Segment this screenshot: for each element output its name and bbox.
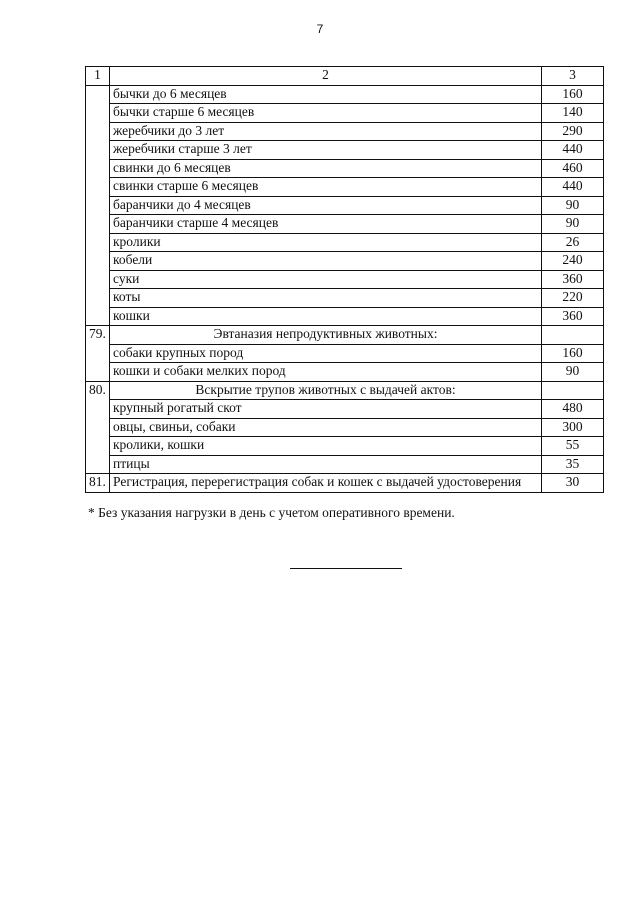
table-row <box>86 344 604 363</box>
row-service-name: кошки <box>110 307 542 326</box>
table-row <box>86 104 604 123</box>
row-number-cell <box>86 344 110 363</box>
table-row <box>86 215 604 234</box>
row-value-cell: 90 <box>542 215 604 234</box>
row-number-cell <box>86 196 110 215</box>
row-number-cell <box>86 159 110 178</box>
page-number: 7 <box>316 22 324 36</box>
row-value-cell: 480 <box>542 400 604 419</box>
row-service-name: баранчики до 4 месяцев <box>110 196 542 215</box>
row-number-cell <box>86 215 110 234</box>
table-row <box>86 363 604 382</box>
table-row <box>86 400 604 419</box>
row-number-cell: 79. <box>86 326 110 345</box>
row-service-name: Регистрация, перерегистрация собак и кошек с выдачей удостоверения <box>110 474 542 493</box>
table-row <box>86 289 604 308</box>
row-value-cell: 160 <box>542 85 604 104</box>
table-row <box>86 233 604 252</box>
table-row <box>86 474 604 493</box>
row-value-cell: 35 <box>542 455 604 474</box>
row-service-name: бычки старше 6 месяцев <box>110 104 542 123</box>
row-value-cell: 440 <box>542 178 604 197</box>
row-number-cell <box>86 400 110 419</box>
row-service-name: коты <box>110 289 542 308</box>
row-number-cell <box>86 289 110 308</box>
table-section-heading-row <box>86 326 604 345</box>
row-value-cell: 26 <box>542 233 604 252</box>
row-service-name: бычки до 6 месяцев <box>110 85 542 104</box>
row-number-cell <box>86 141 110 160</box>
table-header-row <box>86 67 604 86</box>
table-row <box>86 270 604 289</box>
row-number-cell <box>86 252 110 271</box>
row-value-cell: 460 <box>542 159 604 178</box>
row-value-cell <box>542 326 604 345</box>
row-service-name: кобели <box>110 252 542 271</box>
table-row <box>86 141 604 160</box>
row-value-cell: 290 <box>542 122 604 141</box>
row-value-cell: 140 <box>542 104 604 123</box>
row-number-cell <box>86 307 110 326</box>
row-service-name: баранчики старше 4 месяцев <box>110 215 542 234</box>
row-value-cell: 160 <box>542 344 604 363</box>
row-value-cell: 300 <box>542 418 604 437</box>
header-cell-service: 2 <box>110 67 542 86</box>
row-service-name: жеребчики старше 3 лет <box>110 141 542 160</box>
row-value-cell: 30 <box>542 474 604 493</box>
row-service-name: птицы <box>110 455 542 474</box>
row-number-cell <box>86 233 110 252</box>
table-row <box>86 178 604 197</box>
table-row <box>86 85 604 104</box>
row-service-name: суки <box>110 270 542 289</box>
row-service-name: свинки старше 6 месяцев <box>110 178 542 197</box>
row-value-cell: 440 <box>542 141 604 160</box>
row-value-cell: 240 <box>542 252 604 271</box>
table-row <box>86 418 604 437</box>
row-service-name: кролики <box>110 233 542 252</box>
row-service-name: кошки и собаки мелких пород <box>110 363 542 382</box>
row-number-cell <box>86 455 110 474</box>
header-cell-number: 1 <box>86 67 110 86</box>
table-row <box>86 122 604 141</box>
row-service-name: Эвтаназия непродуктивных животных: <box>110 326 542 345</box>
row-service-name: кролики, кошки <box>110 437 542 456</box>
table-row <box>86 159 604 178</box>
row-number-cell <box>86 85 110 104</box>
footnote: * Без указания нагрузки в день с учетом оперативного времени. <box>88 505 455 520</box>
row-value-cell: 360 <box>542 307 604 326</box>
row-number-cell <box>86 437 110 456</box>
row-number-cell: 80. <box>86 381 110 400</box>
row-service-name: жеребчики до 3 лет <box>110 122 542 141</box>
row-number-cell: 81. <box>86 474 110 493</box>
table-row <box>86 455 604 474</box>
table-section-heading-row <box>86 381 604 400</box>
row-number-cell <box>86 363 110 382</box>
row-value-cell: 220 <box>542 289 604 308</box>
table-row <box>86 252 604 271</box>
row-value-cell: 90 <box>542 196 604 215</box>
row-value-cell: 360 <box>542 270 604 289</box>
header-cell-value: 3 <box>542 67 604 86</box>
row-number-cell <box>86 418 110 437</box>
row-number-cell <box>86 104 110 123</box>
row-service-name: собаки крупных пород <box>110 344 542 363</box>
row-service-name: свинки до 6 месяцев <box>110 159 542 178</box>
row-service-name: крупный рогатый скот <box>110 400 542 419</box>
row-value-cell <box>542 381 604 400</box>
row-value-cell: 90 <box>542 363 604 382</box>
row-value-cell: 55 <box>542 437 604 456</box>
row-service-name: овцы, свиньи, собаки <box>110 418 542 437</box>
row-service-name: Вскрытие трупов животных с выдачей актов: <box>110 381 542 400</box>
row-number-cell <box>86 122 110 141</box>
row-number-cell <box>86 270 110 289</box>
table-row <box>86 196 604 215</box>
row-number-cell <box>86 178 110 197</box>
services-price-table <box>85 66 604 493</box>
end-of-document-rule <box>290 568 402 569</box>
table-row <box>86 437 604 456</box>
table-row <box>86 307 604 326</box>
